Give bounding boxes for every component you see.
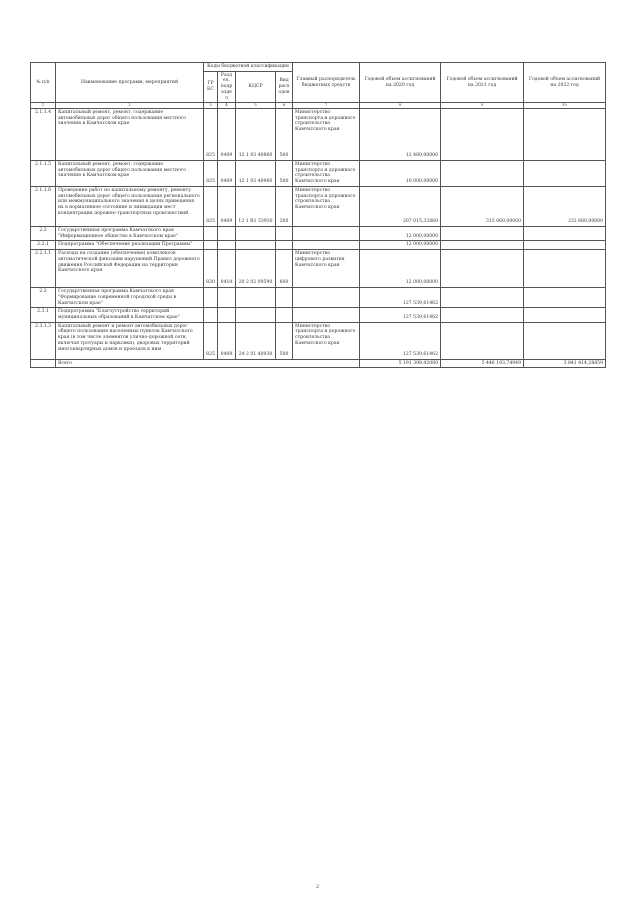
cell-kvr [276,241,293,250]
cell-y2020: 12 480,00000 [360,108,441,160]
total-y2020: 5 191 398,42080 [360,359,441,368]
cell-y2022 [524,241,606,250]
cell-num: 2.1.1.5 [31,160,56,186]
header-y2022: Годовой объем ассигнований на 2022 год [524,63,606,103]
cell-admin: Министерство транспорта и дорожного строительства Камчатского края [293,160,360,186]
cell-name: Государственная программа Камчатского края "Формирование современной городской среды в Камчатском крае" [56,288,204,308]
cell-name: Капитальный ремонт, ремонт, содержание автомобильных дорог общего пользования местного значения в Камчатском крае [56,160,204,186]
cell-kvr: 600 [276,250,293,288]
scan-speck: · [607,354,609,359]
total-y2022: 3 841 414,28859 [524,359,606,368]
cell-grbs: 825 [204,160,218,186]
cell-num: 2.2 [31,226,56,240]
index-cell: 5 [236,103,276,108]
cell-y2020: 10 000,00000 [360,160,441,186]
table-row [31,108,606,160]
header-codes-group: Коды бюджетной классификации [204,63,293,72]
cell-num: 2.3.1.3 [31,322,56,359]
cell-name: Подпрограмма "Благоустройство территорий муниципальных образований в Камчатском крае" [56,308,204,322]
cell-grbs [204,308,218,322]
cell-y2021 [441,226,524,240]
cell-grbs: 830 [204,250,218,288]
header-grbs: ГРБС [204,71,218,103]
total-num-cell [31,359,56,368]
table-row [31,226,606,240]
total-label: Всего [56,359,360,368]
header-kvr: Вид расходов [276,71,293,103]
index-cell: 2 [56,103,204,108]
cell-kvr [276,288,293,308]
cell-rzpr: 0410 [218,250,236,288]
cell-name: Расходы на создание (обеспечение) комплексов автоматической фиксации нарушений Правил дорожного движения Российской Федерации на территории Камчатского края [56,250,204,288]
cell-y2021 [441,322,524,359]
cell-admin [293,226,360,240]
total-row [31,359,606,368]
cell-y2022 [524,308,606,322]
cell-num: 2.2.1 [31,241,56,250]
cell-admin [293,288,360,308]
cell-grbs [204,226,218,240]
cell-kcsr: 12 1 03 40960 [236,160,276,186]
cell-y2022 [524,288,606,308]
cell-num: 2.2.1.1 [31,250,56,288]
index-cell: 10 [524,103,606,108]
index-cell: 7 [293,103,360,108]
cell-rzpr [218,226,236,240]
cell-y2021: 315 060,00000 [441,186,524,226]
budget-table [30,62,609,368]
cell-y2020: 12 000,00000 [360,241,441,250]
cell-grbs [204,288,218,308]
cell-kcsr [236,288,276,308]
cell-name: Капитальный ремонт и ремонт автомобильных дорог общего пользования населенных пунктов Камчатского края (в том числе элементов улично-дорожной сети, включая тротуары и парковки), дворовых территорий многоквартирных домов и проездов к ним [56,322,204,359]
cell-kcsr [236,226,276,240]
table-row [31,241,606,250]
header-rzpr: Раздел, подраздел [218,71,236,103]
cell-rzpr [218,308,236,322]
cell-admin: Министерство цифрового развития Камчатского края [293,250,360,288]
cell-kcsr: 20 2 02 09590 [236,250,276,288]
table-row [31,288,606,308]
cell-y2021 [441,250,524,288]
cell-rzpr [218,288,236,308]
cell-y2022 [524,250,606,288]
cell-num: 2.1.1.6 [31,186,56,226]
cell-y2021 [441,288,524,308]
cell-admin: Министерство транспорта и дорожного строительства Камчатского края [293,322,360,359]
cell-admin [293,241,360,250]
cell-kcsr [236,241,276,250]
table-body [31,108,609,359]
scan-speck: · [525,826,527,831]
cell-admin [293,308,360,322]
cell-grbs: 825 [204,322,218,359]
cell-kvr [276,226,293,240]
index-cell: 8 [360,103,441,108]
cell-kvr: 200 [276,186,293,226]
cell-kvr: 500 [276,108,293,160]
cell-kvr: 500 [276,322,293,359]
cell-y2021 [441,160,524,186]
cell-grbs: 825 [204,108,218,160]
cell-y2020: 127 539,61462 [360,308,441,322]
cell-y2022: 232 660,00000 [524,186,606,226]
cell-name: Подпрограмма "Обеспечение реализации Программы" [56,241,204,250]
cell-admin: Министерство транспорта и дорожного строительства Камчатского края [293,186,360,226]
index-cell: 4 [218,103,236,108]
cell-admin: Министерство транспорта и дорожного строительства Камчатского края [293,108,360,160]
cell-rzpr: 0409 [218,322,236,359]
table-row [31,250,606,288]
cell-y2020: 207 015,32860 [360,186,441,226]
header-name: Наименование программ, мероприятий [56,63,204,103]
header-num: № п/п [31,63,56,103]
cell-name: Государственная программа Камчатского края "Информационное общество в Камчатском крае" [56,226,204,240]
page-number: 2 [316,884,320,890]
header-kcsr: КЦСР [236,71,276,103]
cell-y2020: 127 539,61462 [360,288,441,308]
cell-y2020: 12 000,00000 [360,250,441,288]
index-cell: 1 [31,103,56,108]
cell-num: 2.3.1 [31,308,56,322]
cell-rzpr: 0409 [218,160,236,186]
cell-y2021 [441,241,524,250]
cell-kvr [276,308,293,322]
cell-rzpr: 0409 [218,186,236,226]
cell-num: 2.3 [31,288,56,308]
cell-rzpr [218,241,236,250]
header-row [31,63,606,72]
table-row [31,322,606,359]
cell-y2022 [524,322,609,359]
cell-y2022 [524,160,606,186]
cell-y2020: 12 000,00000 [360,226,441,240]
cell-kcsr: 12 1 R1 53930 [236,186,276,226]
cell-kvr: 500 [276,160,293,186]
table-row [31,308,606,322]
header-admin: Главный распорядитель бюджетных средств [293,63,360,103]
cell-name: Проведение работ по капитальному ремонту, ремонту автомобильных дорог общего пользования регионального или межмуниципального значения в целях приведения их в нормативное состояние и ликвидации мест концентрации дорожно-транспортных происшествий [56,186,204,226]
scan-speck: · [22,596,24,601]
header-y2020: Годовой объем ассигнований на 2020 год [360,63,441,103]
table-row [31,160,606,186]
cell-y2020: 127 539,61462 [360,322,441,359]
cell-num: 2.1.1.4 [31,108,56,160]
cell-grbs: 825 [204,186,218,226]
cell-kcsr [236,308,276,322]
index-cell: 9 [441,103,524,108]
cell-grbs [204,241,218,250]
header-y2021: Годовой объем ассигнований на 2021 год [441,63,524,103]
cell-y2021 [441,308,524,322]
cell-y2021 [441,108,524,160]
cell-y2022 [524,108,606,160]
cell-y2022 [524,226,606,240]
total-y2021: 5 446 193,74949 [441,359,524,368]
cell-name: Капитальный ремонт, ремонт, содержание автомобильных дорог общего пользования местного значения в Камчатском крае [56,108,204,160]
table-row [31,186,606,226]
index-cell: 6 [276,103,293,108]
index-cell: 3 [204,103,218,108]
cell-rzpr: 0409 [218,108,236,160]
cell-kcsr: 24 2 01 40930 [236,322,276,359]
cell-kcsr: 12 1 03 40860 [236,108,276,160]
